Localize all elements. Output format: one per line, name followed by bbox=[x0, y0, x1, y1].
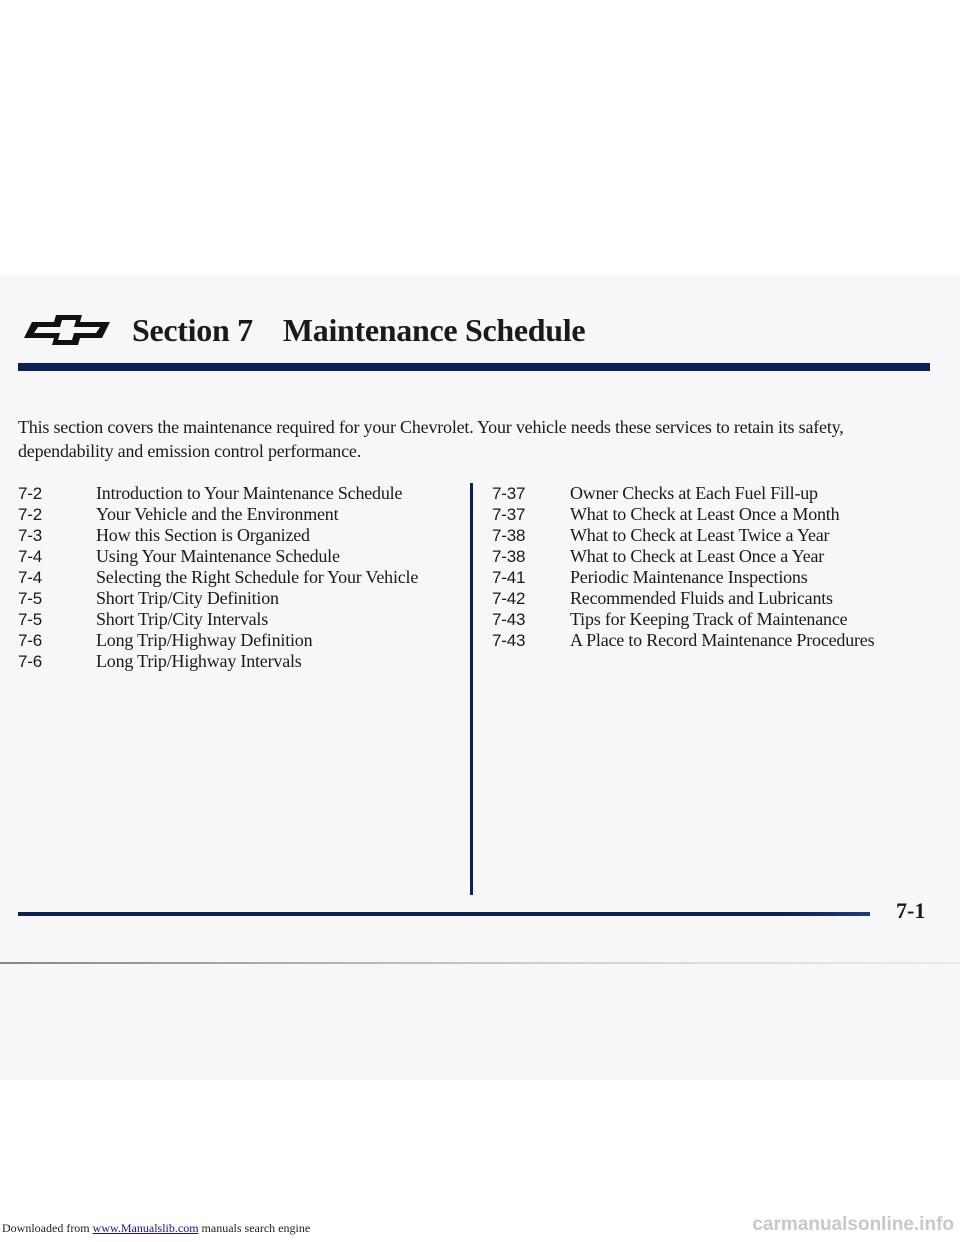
toc-page-number: 7-5 bbox=[18, 610, 42, 629]
toc-page-number: 7-41 bbox=[492, 568, 526, 587]
chevrolet-bowtie-icon bbox=[18, 312, 118, 348]
toc-entry bbox=[492, 525, 932, 546]
toc-entry bbox=[18, 483, 458, 504]
toc-entry bbox=[492, 483, 932, 504]
toc-entry-title: Tips for Keeping Track of Maintenance bbox=[570, 609, 848, 629]
toc-page-number: 7-2 bbox=[18, 484, 42, 503]
page-title bbox=[132, 312, 585, 349]
toc-entry bbox=[18, 609, 458, 630]
toc-entry-title: Selecting the Right Schedule for Your Vehicle bbox=[96, 567, 419, 587]
toc-entry bbox=[492, 588, 932, 609]
section-title: Maintenance Schedule bbox=[282, 311, 586, 348]
toc-page-number: 7-2 bbox=[18, 505, 42, 524]
toc-page-number: 7-4 bbox=[18, 547, 42, 566]
toc-page-number: 7-42 bbox=[492, 589, 526, 608]
toc-entry-title: Long Trip/Highway Intervals bbox=[96, 651, 302, 671]
section-label: Section 7 bbox=[132, 311, 253, 348]
toc-entry bbox=[18, 651, 458, 672]
footer-suffix: manuals search engine bbox=[198, 1221, 311, 1235]
toc-page-number: 7-37 bbox=[492, 484, 526, 503]
toc-entry-title: Owner Checks at Each Fuel Fill-up bbox=[570, 483, 818, 503]
toc-entry-title: Your Vehicle and the Environment bbox=[96, 504, 339, 524]
toc-entry-title: Introduction to Your Maintenance Schedule bbox=[96, 483, 403, 503]
toc-entry bbox=[492, 504, 932, 525]
toc-page-number: 7-43 bbox=[492, 631, 526, 650]
toc-left-column bbox=[18, 483, 458, 672]
toc-page-number: 7-37 bbox=[492, 505, 526, 524]
toc-entry bbox=[492, 609, 932, 630]
download-footer bbox=[2, 1221, 310, 1236]
toc-entry-title: A Place to Record Maintenance Procedures bbox=[570, 630, 875, 650]
toc-page-number: 7-6 bbox=[18, 631, 42, 650]
toc-entry bbox=[18, 504, 458, 525]
toc-entry-title: Short Trip/City Intervals bbox=[96, 609, 269, 629]
toc-page-number: 7-38 bbox=[492, 526, 526, 545]
watermark: carmanualsonline.info bbox=[752, 1214, 954, 1235]
toc-page-number: 7-3 bbox=[18, 526, 42, 545]
toc-page-number: 7-38 bbox=[492, 547, 526, 566]
page-number: 7-1 bbox=[896, 898, 926, 923]
toc-entry bbox=[492, 546, 932, 567]
toc-page-number: 7-4 bbox=[18, 568, 42, 587]
page-edge-line bbox=[0, 962, 960, 964]
toc-entry-title: Periodic Maintenance Inspections bbox=[570, 567, 808, 587]
header-rule bbox=[18, 363, 930, 371]
intro-paragraph: This section covers the maintenance required for your Chevrolet. Your vehicle needs these services to retain its safety, dependability and emission control performance. bbox=[18, 417, 844, 461]
toc-entry bbox=[18, 567, 458, 588]
toc-entry-title: Long Trip/Highway Definition bbox=[96, 630, 313, 650]
manualslib-link[interactable]: www.Manualslib.com bbox=[92, 1221, 199, 1235]
toc-entry-title: Using Your Maintenance Schedule bbox=[96, 546, 340, 566]
toc-entry-title: How this Section is Organized bbox=[96, 525, 310, 545]
toc-entry-title: Short Trip/City Definition bbox=[96, 588, 279, 608]
toc-entry bbox=[18, 546, 458, 567]
toc-entry-title: What to Check at Least Twice a Year bbox=[570, 525, 830, 545]
footer-prefix: Downloaded from bbox=[2, 1221, 93, 1235]
toc-entry-title: Recommended Fluids and Lubricants bbox=[570, 588, 833, 608]
toc-page-number: 7-6 bbox=[18, 652, 42, 671]
footer-rule bbox=[18, 912, 870, 916]
toc-entry bbox=[492, 567, 932, 588]
toc-right-column bbox=[492, 483, 932, 651]
toc-entry bbox=[18, 588, 458, 609]
toc-entry-title: What to Check at Least Once a Month bbox=[570, 504, 840, 524]
toc-entry-title: What to Check at Least Once a Year bbox=[570, 546, 825, 566]
section-header bbox=[18, 305, 585, 355]
toc-page-number: 7-43 bbox=[492, 610, 526, 629]
column-divider bbox=[470, 483, 473, 895]
toc-page-number: 7-5 bbox=[18, 589, 42, 608]
toc-entry bbox=[492, 630, 932, 651]
toc-entry bbox=[18, 525, 458, 546]
manual-page bbox=[0, 275, 960, 1080]
toc-entry bbox=[18, 630, 458, 651]
